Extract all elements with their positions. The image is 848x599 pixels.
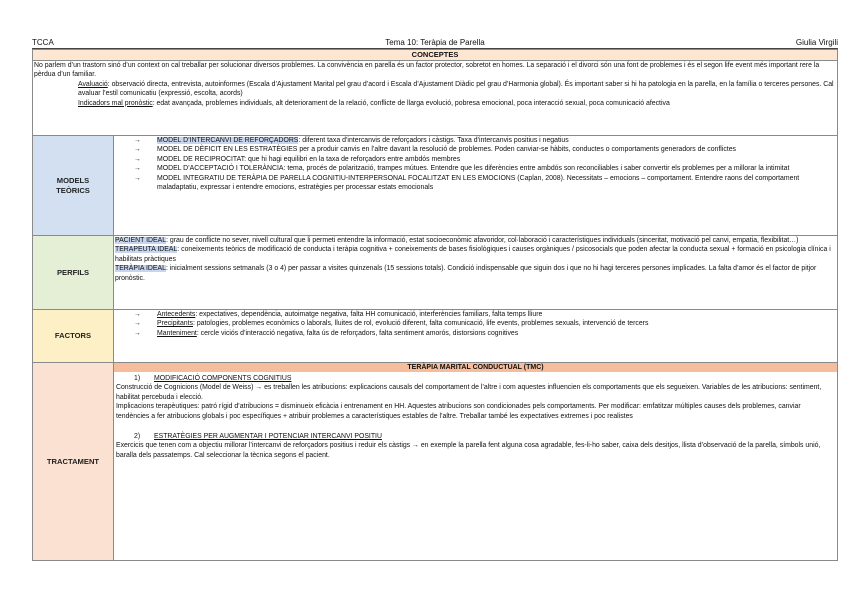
header-topic: Tema 10: Teràpia de Parella xyxy=(385,38,485,47)
avaluacio-paragraph xyxy=(34,80,836,99)
model-text: : diferent taxa d’intercanvis de reforçadors i càstigs. Taxa d’intercanvis positius i negatius xyxy=(298,137,569,144)
perfil-label: PACIENT IDEAL xyxy=(115,237,167,244)
factor-label: Manteniment xyxy=(157,329,197,337)
tractament-row xyxy=(33,363,838,561)
indicadors-text: : edat avançada, problemes individuals, alt deteriorament de la relació, conflicte de llarga evolució, pobresa emocional, poca interacció sexual, poca comunicació afectiva xyxy=(152,99,670,107)
arrow-right-icon: → xyxy=(134,174,141,182)
avaluacio-text: : observació directa, entrevista, autoinformes (Escala d’Ajustament Marital pel grau d’acord i Escala d’Ajustament Diàdic pel grau d’Harmonia global). És important saber si hi ha patologia en la parella, en la família o terceres persones. Cal avaluar l’estil comunicatiu (expressió, escolta, acords) xyxy=(78,80,834,98)
arrow-right-icon: → xyxy=(134,165,141,173)
tractament-category: TRACTAMENT xyxy=(33,363,114,561)
perfil-item xyxy=(115,264,836,283)
header-author: Giulia Virgili xyxy=(795,38,838,47)
concepts-title: CONCEPTES xyxy=(33,50,838,61)
notes-table xyxy=(32,49,838,561)
section-1-title xyxy=(116,374,835,383)
perfil-label: TERÀPIA IDEAL xyxy=(115,265,166,273)
models-label-line1: MODELS xyxy=(56,175,90,185)
section-1-paragraph-1: Construcció de Cognicions (Model de Weiss) → es treballen les atribucions: explicacions causals del comportament de l’altre i com aquestes influencien els comportaments que els segueixen. Variables de les atribucions: sentiment, habilitat percebuda i elecció. xyxy=(116,384,822,401)
perfil-text: : inicialment sessions setmanals (3 o 4) per passar a visites quinzenals (15 sessions totals). Condició indispensable que siguin dos i que no hi hagi terceres persones implicades. La falta d’amor és el factor de pitjor pronòstic. xyxy=(115,265,817,282)
model-title: MODEL DE RECIPROCITAT xyxy=(157,155,245,163)
concepts-intro: No parlem d’un trastorn sinó d’un context on cal treballar per solucionar diversos problemes. La convivència en parella és un factor protector, sobretot en homes. La separació i el divorci són una font de problemes i és el segon life event més important rere la pèrdua d’un familiar. xyxy=(34,62,820,79)
factor-text: : expectatives, dependència, autoimatge negativa, falta HH comunicació, interferències familiars, falta temps lliure xyxy=(195,311,543,318)
model-text: (Caplan, 2008). Necessitats – emocions – comportament. Entendre raons del comportament maladaptatiu, expressar i entendre emocions, estratègies per processar estats emocionals xyxy=(157,174,800,192)
section-1-heading: MODIFICACIÓ COMPONENTS COGNITIUS xyxy=(154,375,292,382)
concepts-cell xyxy=(33,61,838,136)
perfil-item xyxy=(115,236,836,245)
factor-label: Precipitants xyxy=(157,320,194,328)
models-content xyxy=(114,136,838,236)
factors-row xyxy=(33,310,838,363)
perfil-text: : grau de conflicte no sever, nivell cultural que li permeti entendre la informació, estat socioeconòmic afavoridor, col·laboració i característiques individuals (sinceritat, motivació pel canvi, empatia, flexibilitat…) xyxy=(166,237,799,244)
tmc-subheader: TERÀPIA MARITAL CONDUCTUAL (TMC) xyxy=(114,363,837,372)
model-item xyxy=(115,174,836,193)
indicadors-paragraph xyxy=(34,99,836,108)
section-1-paragraph-2: Implicacions terapèutiques: patró rígid d’atribucions = disminueix eficàcia i entrenament en HH. Aquestes atribucions son condicionades pels comportaments. Per modificar: emfatitzar múltiples causes dels problemes, canviar tendències a fer atribucions globals i poc específiques + atribuir problemes a característiques estables de l’altre. Treballar també les expectatives extremes i poc realistes xyxy=(116,403,801,420)
section-2-title xyxy=(116,432,835,441)
arrow-right-icon: → xyxy=(134,311,141,318)
arrow-right-icon: → xyxy=(134,146,141,154)
perfil-text: : coneixements teòrics de modificació de conducta i teràpia cognitiva + coneixements de bases fisiològiques i causes orgàniques / psicosocials que poden afectar la conducta sexual + formació en psicologia clínica i habilitats pràctiques xyxy=(115,246,831,263)
arrow-right-icon: → xyxy=(134,155,141,163)
factor-item xyxy=(115,319,836,328)
factor-text: : patologies, problemes econòmics o laborals, lluites de rol, evolució diferent, falta comunicació, life events, problemes sexuals, intervenció de tercers xyxy=(193,320,649,328)
model-title: MODEL INTEGRATIU DE TERÀPIA DE PARELLA COGNITIU-INTERPERSONAL FOCALITZAT EN LES EMOCIONS xyxy=(157,174,516,182)
tractament-content xyxy=(114,363,838,561)
section-1-number: 1) xyxy=(134,375,141,382)
model-title: MODEL DE DÈFICIT EN LES ESTRATÈGIES xyxy=(157,146,298,154)
perfil-item xyxy=(115,245,836,264)
model-title: MODEL D’ACCEPTACIÓ I TOLERÀNCIA xyxy=(157,165,284,173)
perfil-label: TERAPEUTA IDEAL xyxy=(115,246,178,254)
model-item xyxy=(115,136,836,145)
tractament-body xyxy=(114,374,837,460)
factor-label: Antecedents xyxy=(157,311,196,318)
perfils-row xyxy=(33,236,838,310)
factor-item xyxy=(115,310,836,319)
concepts-row xyxy=(33,61,838,136)
model-text: : que hi hagi equilibri en la taxa de reforçadors entre ambdós membres xyxy=(244,155,461,163)
factor-item xyxy=(115,329,836,338)
perfils-content xyxy=(114,236,838,310)
section-2-heading: ESTRATÈGIES PER AUGMENTAR I POTENCIAR INTERCANVI POSITIU xyxy=(154,433,382,441)
model-item xyxy=(115,155,836,164)
model-title: MODEL D’INTERCANVI DE REFORÇADORS xyxy=(157,137,299,144)
arrow-right-icon: → xyxy=(134,320,141,328)
perfils-category: PERFILS xyxy=(33,236,114,310)
model-item xyxy=(115,145,836,154)
section-spacer xyxy=(116,421,835,430)
indicadors-label: Indicadors mal pronòstic xyxy=(78,99,153,107)
model-item xyxy=(115,164,836,173)
arrow-right-icon: → xyxy=(134,137,141,144)
section-2-number: 2) xyxy=(134,433,141,441)
header-course: TCCA xyxy=(32,38,54,47)
models-category xyxy=(33,136,114,236)
models-label-line2: TEÒRICS xyxy=(56,185,90,195)
avaluacio-label: Avaluació xyxy=(78,80,108,88)
factors-content xyxy=(114,310,838,363)
factor-text: : cercle viciós d’interacció negativa, falta ús de reforçadors, falta sentiment amorós, distorsions cognitives xyxy=(196,329,519,337)
section-2-paragraph-1: Exercicis que tenen com a objectiu millorar l’intercanvi de reforçadors positius i reduir els càstigs → en exemple la parella fent alguna cosa agradable, fes-li-ho saber, caixa dels desitjos, llista d’observació de la parella, símbols unió, baralla dels passatemps. Cal seleccionar la tècnica segons el pacient. xyxy=(116,442,821,459)
concepts-title-row xyxy=(33,50,838,61)
page-header xyxy=(32,37,838,48)
arrow-right-icon: → xyxy=(134,329,141,337)
factors-category: FACTORS xyxy=(33,310,114,363)
model-text: : tema, procés de polarització, trampes mútues. Entendre que les diferències entre ambdós son reconciliables i saber convertir els problemes per a millorar la intimitat xyxy=(283,165,790,173)
models-row xyxy=(33,136,838,236)
model-text: per a produir canvis en l’altre davant la resolució de problemes. Poden canviar-se hàbits, conductes o comportaments generadors de conflictes xyxy=(297,146,736,154)
